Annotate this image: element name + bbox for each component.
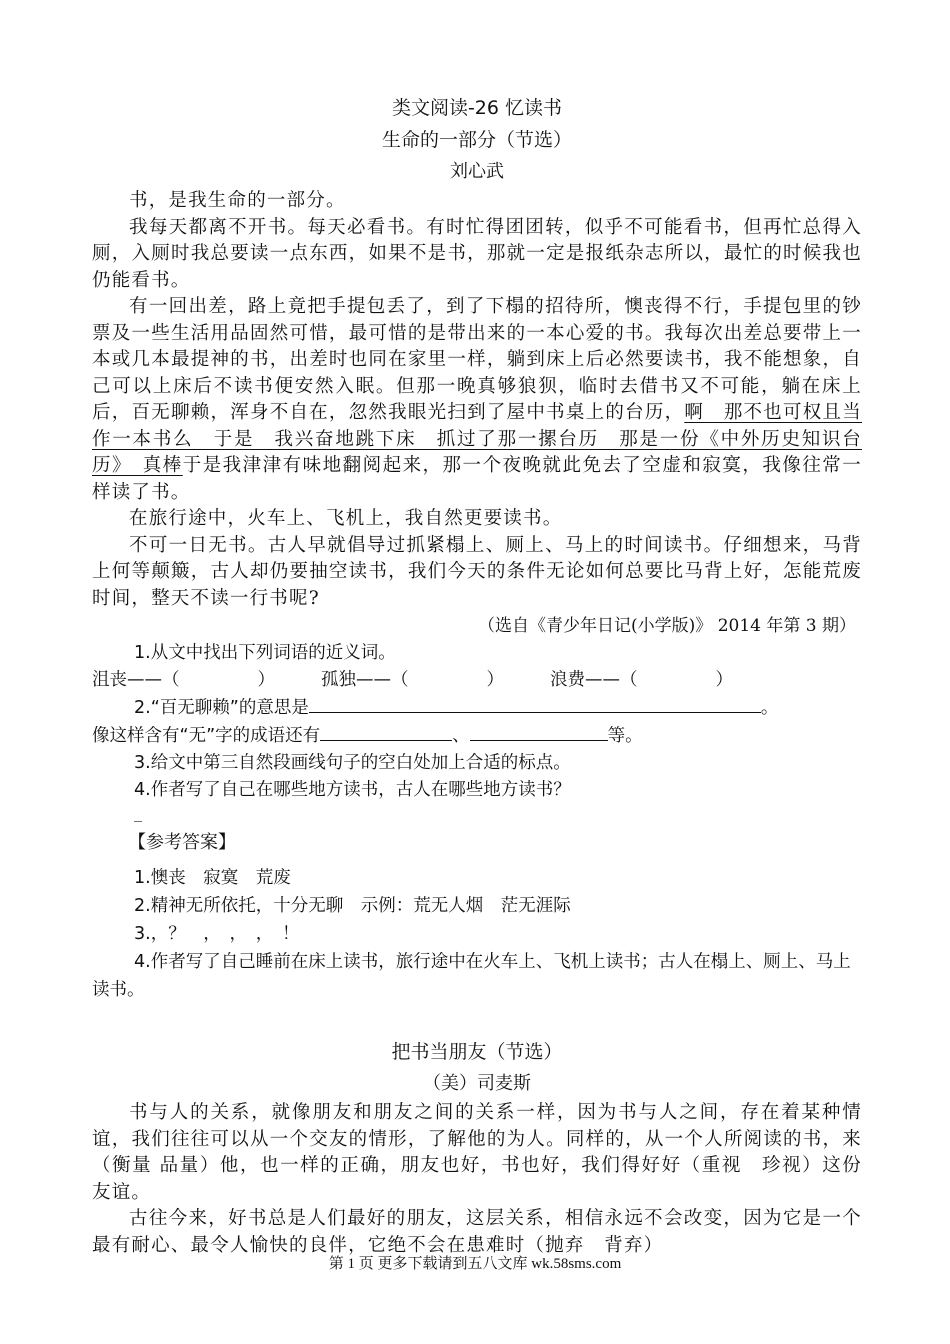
paragraph: 古往今来，好书总是人们最好的朋友，这层关系，相信永远不会改变，因为它是一个最有耐心、最令人愉快的良伴，它绝不会在患难时（抛弃 背弃） [92, 1208, 862, 1256]
document-page [92, 92, 862, 1259]
paragraph: 在旅行途中，火车上、飞机上，我自然更要读书。 [129, 508, 563, 529]
paragraph: 我每天都离不开书。每天必看书。有时忙得团团转，似乎不可能看书，但再忙总得入厕，入厕时我总要读一点东西，如果不是书，那就一定是报纸杂志所以，最忙的时候我也仍能看书。 [92, 216, 862, 291]
close-paren: ） [257, 670, 275, 690]
question-2: 2.“百无聊赖”的意思是 。 [92, 694, 862, 722]
word-1: 沮丧——（ [92, 670, 180, 690]
answer-blank[interactable] [470, 722, 608, 741]
answers-heading: 【参考答案】 [128, 832, 236, 853]
paragraph-text: 有一回出差，路上竟把手提包丢了，到了下榻的招待所，懊丧得不行，手提包里的钞票及一些生活用品固然可惜，最可惜的是带出来的一本心爱的书。我每次出差总要带上一本或几本最提神的书，出差时也同在家里一样，躺到床上后必然要读书，我不能想象，自己可以上床后不读书便安然入眠。但那一晚真够狼狈，临时去借书又不可能，躺在床上后，百无聊赖，浑身不自在，忽然我眼光扫到了屋中书桌上的台历， [92, 296, 862, 423]
answer-4: 4.作者写了自己睡前在床上读书，旅行途中在火车上、飞机上读书；古人在榻上、厕上、马上读书。 [92, 952, 851, 1000]
article-author: 刘心武 [450, 161, 504, 182]
answer-1: 1.懊丧 寂寞 荒废 [134, 868, 291, 888]
article-title: 生命的一部分（节选） [381, 129, 572, 151]
question-1: 1.从文中找出下列词语的近义词。 [134, 643, 396, 663]
source-citation: （选自《青少年日记(小学版)》 2014 年第 3 期） [478, 616, 856, 636]
underlined-sentence: 啊 那不也可权且当作一本书么 于是 我兴奋地跳下床 抓过了那一摞台历 那是一份《中外历史知识台历》 真棒 [92, 402, 862, 476]
question-2-cont: 像这样含有“无”字的成语还有 、 等。 [92, 722, 862, 750]
article2-author: （美）司麦斯 [423, 1073, 531, 1094]
dash-mark: _ [134, 803, 142, 822]
answer-3: 3.，？ ， ， ， ！ [134, 924, 300, 944]
paragraph: 书，是我生命的一部分。 [129, 190, 346, 211]
question-3: 3.给文中第三自然段画线句子的空白处加上合适的标点。 [134, 753, 571, 773]
answer-blank[interactable] [309, 694, 761, 713]
word-2: 孤独——（ [321, 670, 409, 690]
question-1-words [92, 667, 862, 694]
paragraph: 不可一日无书。古人早就倡导过抓紧榻上、厕上、马上的时间读书。仔细想来，马背上何等颠簸，古人却仍要抽空读书，我们今天的条件无论如何总要比马背上好，怎能荒废时间，整天不读一行书呢? [92, 534, 862, 609]
page-footer: 第 1 页 更多下载请到五八文库 wk.58sms.com [328, 1256, 622, 1272]
answer-2: 2.精神无所依托，十分无聊 示例：荒无人烟 茫无涯际 [134, 896, 571, 916]
answer-blank[interactable] [320, 722, 452, 741]
series-title: 类文阅读-26 忆读书 [391, 97, 563, 119]
paragraph: 书与人的关系，就像朋友和朋友之间的关系一样，因为书与人之间，存在着某种情谊，我们往往可以从一个交友的情形，了解他的为人。同样的，从一个人所阅读的书，来（衡量 品量）他，也一样的正确，朋友也好，书也好，我们得好好（重视 珍视）这份友谊。 [92, 1102, 862, 1203]
paragraph-text: 于是我津津有味地翻阅起来，那一个夜晚就此免去了空虚和寂寞，我像往常一样读了书。 [92, 455, 862, 503]
question-4: 4.作者写了自己在哪些地方读书，古人在哪些地方读书？ [134, 780, 571, 800]
close-paren: ） [486, 670, 504, 690]
close-paren: ） [715, 670, 733, 690]
article2-title: 把书当朋友（节选） [391, 1041, 563, 1063]
paragraph [92, 294, 862, 506]
word-3: 浪费——（ [550, 670, 638, 690]
